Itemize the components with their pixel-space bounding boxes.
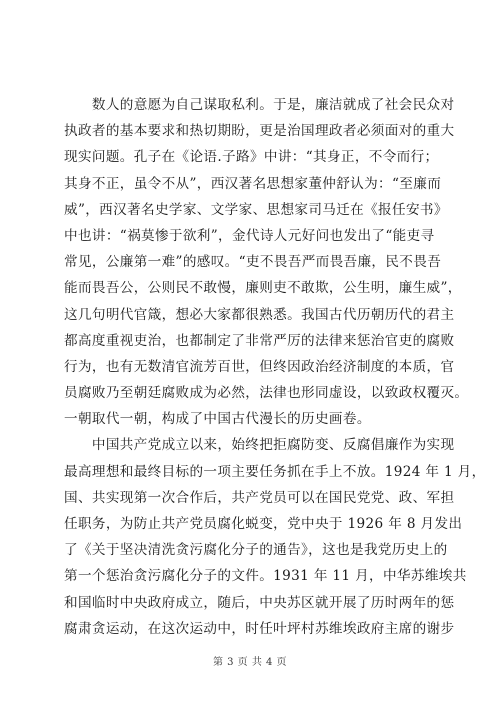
text-line: 这几句明代官箴，想必大家都很熟悉。我国古代历朝历代的君主 — [64, 306, 455, 323]
text-line: 常见，公廉第一难”的感叹。“吏不畏吾严而畏吾廉，民不畏吾 — [64, 254, 442, 271]
text-line: 第一个惩治贪污腐化分子的文件。1931 年 11 月，中华苏维埃共 — [64, 568, 467, 585]
text-line: 一朝取代一朝，构成了中国古代漫长的历史画卷。 — [64, 411, 371, 428]
text-line: 都高度重视吏治，也都制定了非常严厉的法律来惩治官吏的腐败 — [64, 332, 455, 349]
text-line: 了《关于坚决清洗贪污腐化分子的通告》，这也是我党历史上的 — [64, 542, 448, 559]
text-line: 执政者的基本要求和热切期盼，更是治国理政者必须面对的重大 — [64, 123, 455, 140]
text-line: 腐肃贪运动，在这次运动中，时任叶坪村苏维埃政府主席的谢步 — [64, 620, 455, 637]
text-line: 数人的意愿为自己谋取私利。于是，廉洁就成了社会民众对 — [64, 97, 455, 113]
text-line: 能而畏吾公，公则民不敢慢，廉则吏不敢欺，公生明，廉生威”， — [64, 280, 462, 297]
text-line: 行为，也有无数清官流芳百世，但终因政治经济制度的本质，官 — [64, 358, 455, 375]
text-line: 和国临时中央政府成立，随后，中央苏区就开展了历时两年的惩 — [64, 594, 455, 611]
text-line: 现实问题。孔子在《论语.子路》中讲：“其身正，不令而行； — [64, 149, 439, 166]
text-line: 威”，西汉著名史学家、文学家、思想家司马迁在《报任安书》 — [64, 201, 448, 218]
text-line: 国、共实现第一次合作后，共产党员可以在国民党党、政、军担 — [64, 489, 455, 506]
page-number-footer: 第 3 页 共 4 页 — [212, 657, 288, 668]
text-line: 最高理想和最终目标的一项主要任务抓在手上不放。1924 年 1 月， — [64, 463, 486, 480]
body-text — [64, 92, 486, 642]
text-line: 中国共产党成立以来，始终把拒腐防变、反腐倡廉作为实现 — [64, 437, 455, 454]
text-line: 中也讲：“祸莫惨于欲利”，金代诗人元好问也发出了“能吏寻 — [64, 227, 435, 244]
text-line: 任职务，为防止共产党员腐化蜕变，党中央于 1926 年 8 月发出 — [64, 516, 463, 532]
text-line: 员腐败乃至朝廷腐败成为必然，法律也形同虚设，以致政权覆灭。 — [64, 385, 469, 402]
text-line: 其身不正，虽令不从”，西汉著名思想家董仲舒认为：“至廉而 — [64, 175, 442, 192]
